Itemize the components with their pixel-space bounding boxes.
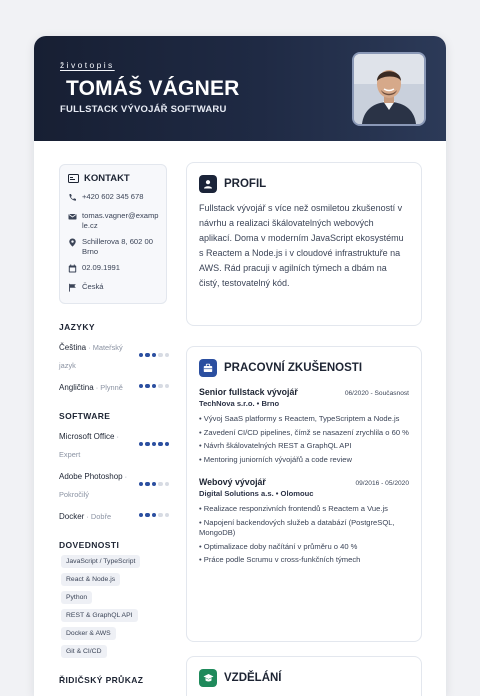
job-bullet-text: Mentoring juniorních vývojářů a code review <box>203 454 352 464</box>
rating-dot <box>152 384 157 389</box>
separator-dot: · <box>84 512 91 521</box>
job-bullet <box>199 542 409 553</box>
profile-badge <box>199 175 217 193</box>
contact-email <box>68 211 160 231</box>
job-date: 09/2016 - 05/2020 <box>355 480 409 487</box>
rating-dot <box>145 513 150 518</box>
flag-icon <box>68 283 77 292</box>
languages-list <box>59 337 169 395</box>
bullet-dot: • <box>199 427 204 437</box>
software-name: Docker <box>59 512 85 521</box>
jobs-list <box>199 387 409 566</box>
job-title: Webový vývojář <box>199 477 266 487</box>
driving-license-heading: ŘIDIČSKÝ PRŮKAZ <box>59 675 144 685</box>
language-level: Plynně <box>100 383 123 392</box>
job-bullet <box>199 504 409 515</box>
bullet-dot: • <box>199 504 204 513</box>
rating-dot <box>165 442 170 447</box>
software-rating <box>139 513 170 518</box>
language-name: Čeština <box>59 343 87 352</box>
profile-text: Fullstack vývojář s více než osmiletou zkušeností v návrhu a realizaci škálovatelných webových aplikací. Doma v moderním JavaScript ekosystému s Reactem a Node.js i v cloudové infrastruktuře na AWS. Rád pracuji v agilních týmech a dbám na čistý, testovatelný kód. <box>199 203 404 288</box>
rating-dot <box>139 384 144 389</box>
rating-dot <box>139 442 144 447</box>
contact-heading-text: KONTAKT <box>84 173 130 184</box>
bullet-dot: • <box>199 441 204 450</box>
skill-tag: Docker & AWS <box>61 627 116 640</box>
portrait-icon <box>354 54 424 124</box>
contact-phone <box>68 192 160 205</box>
rating-dot <box>139 513 144 518</box>
profile-card <box>186 162 422 326</box>
language-level: Mateřský jazyk <box>59 343 123 370</box>
person-job-title: FULLSTACK VÝVOJÁŘ SOFTWARU <box>60 104 227 115</box>
separator-dot: · <box>86 343 93 352</box>
language-row <box>59 337 169 373</box>
person-name: TOMÁŠ VÁGNER <box>66 77 240 100</box>
job-company: Digital Solutions a.s. • Olomouc <box>199 489 314 498</box>
rating-dot <box>165 353 170 358</box>
separator-dot: · <box>93 383 101 392</box>
resume-page <box>34 36 446 696</box>
graduation-cap-icon <box>203 673 214 683</box>
job-bullet <box>199 441 409 452</box>
bullet-dot: • <box>199 454 204 464</box>
rating-dot <box>152 353 157 358</box>
id-card-icon <box>68 174 79 183</box>
bullet-dot: • <box>199 414 204 423</box>
rating-dot <box>139 482 144 487</box>
profile-photo <box>352 52 426 126</box>
language-row <box>59 377 169 395</box>
skill-tag: REST & GraphQL API <box>61 609 138 622</box>
contact-address <box>68 237 160 257</box>
rating-dot <box>158 482 163 487</box>
bullet-dot: • <box>199 541 204 551</box>
separator-dot: · <box>122 472 128 481</box>
software-row <box>59 426 169 462</box>
briefcase-icon <box>203 363 213 373</box>
contact-birthdate <box>68 263 160 276</box>
job-bullet <box>199 414 409 425</box>
job-entry <box>199 477 409 566</box>
profile-heading-text: PROFIL <box>224 178 267 190</box>
rating-dot <box>145 482 150 487</box>
rating-dot <box>145 384 150 389</box>
resume-kicker: životopis <box>60 60 115 70</box>
software-heading: SOFTWARE <box>59 411 111 421</box>
job-bullet-text: Vývoj SaaS platformy s Reactem, TypeScriptem a Node.js <box>203 414 400 423</box>
job-bullet-text: Realizace responzivních frontendů s Reactem a Vue.js <box>203 504 388 513</box>
job-bullet <box>199 555 409 566</box>
job-bullet <box>199 518 409 539</box>
calendar-icon <box>68 264 77 273</box>
job-company: TechNova s.r.o. • Brno <box>199 399 280 408</box>
language-name: Angličtina <box>59 383 94 392</box>
rating-dot <box>139 353 144 358</box>
job-bullets <box>199 414 409 465</box>
rating-dot <box>152 513 157 518</box>
rating-dot <box>152 442 157 447</box>
software-name: Microsoft Office <box>59 432 115 441</box>
address-text: Schillerova 8, 602 00 Brno <box>82 237 153 256</box>
software-rating <box>139 482 170 487</box>
job-date: 06/2020 - Současnost <box>344 390 409 397</box>
language-rating <box>139 353 170 358</box>
contact-card <box>59 164 167 304</box>
job-bullet <box>199 428 409 439</box>
sidebar <box>59 164 169 690</box>
experience-badge <box>199 359 217 377</box>
education-card <box>186 656 422 696</box>
skill-tag: React & Node.js <box>61 573 120 586</box>
birthdate-text: 02.09.1991 <box>82 263 121 272</box>
rating-dot <box>152 482 157 487</box>
software-rating <box>139 442 170 447</box>
job-title: Senior fullstack vývojář <box>199 387 298 397</box>
language-rating <box>139 384 170 389</box>
rating-dot <box>145 442 150 447</box>
software-level: Pokročilý <box>59 490 89 499</box>
job-bullet-text: Napojení backendových služeb a databází (PostgreSQL, MongoDB) <box>199 517 395 537</box>
software-list <box>59 426 169 524</box>
profile-heading <box>199 175 409 193</box>
rating-dot <box>165 384 170 389</box>
rating-dot <box>158 513 163 518</box>
job-header <box>199 387 409 397</box>
separator-dot: · <box>114 432 119 441</box>
rating-dot <box>158 442 163 447</box>
rating-dot <box>165 513 170 518</box>
mail-icon <box>68 212 77 221</box>
skills-tag-list <box>59 555 169 658</box>
user-icon <box>203 179 213 189</box>
software-level: Dobře <box>90 512 112 521</box>
job-bullet-text: Zavedení CI/CD pipelines, čímž se nasazení zrychlila o 60 % <box>203 427 409 437</box>
experience-heading <box>199 359 409 377</box>
phone-icon <box>68 193 77 202</box>
job-bullet <box>199 455 409 466</box>
experience-heading-text: PRACOVNÍ ZKUŠENOSTI <box>224 362 363 374</box>
software-row <box>59 506 169 524</box>
skill-tag: Python <box>61 591 92 604</box>
bullet-dot: • <box>199 517 204 527</box>
software-name: Adobe Photoshop <box>59 472 123 481</box>
location-pin-icon <box>68 238 77 247</box>
email-text[interactable]: tomas.vagner@example.cz <box>82 211 159 230</box>
job-header <box>199 477 409 487</box>
job-bullet-text: Práce podle Scrumu v cross-funkčních týmech <box>203 555 361 564</box>
nationality-text: Česká <box>82 282 104 291</box>
education-heading <box>199 669 409 687</box>
bullet-dot: • <box>199 555 204 564</box>
rating-dot <box>158 353 163 358</box>
software-level: Expert <box>59 450 81 459</box>
skill-tag: Git & CI/CD <box>61 645 107 658</box>
languages-heading: JAZYKY <box>59 322 95 332</box>
rating-dot <box>165 482 170 487</box>
resume-header <box>34 36 446 141</box>
rating-dot <box>158 384 163 389</box>
education-heading-text: VZDĚLÁNÍ <box>224 672 282 684</box>
job-bullets <box>199 504 409 566</box>
education-badge <box>199 669 217 687</box>
job-bullet-text: Optimalizace doby načítání v průměru o 40 % <box>203 541 358 551</box>
skills-heading: DOVEDNOSTI <box>59 540 120 550</box>
contact-nationality <box>68 282 160 295</box>
phone-text[interactable]: +420 602 345 678 <box>82 192 144 201</box>
software-row <box>59 466 169 502</box>
experience-card <box>186 346 422 642</box>
contact-heading <box>68 173 160 184</box>
job-bullet-text: Návrh škálovatelných REST a GraphQL API <box>203 441 352 450</box>
job-entry <box>199 387 409 465</box>
skill-tag: JavaScript / TypeScript <box>61 555 140 568</box>
rating-dot <box>145 353 150 358</box>
